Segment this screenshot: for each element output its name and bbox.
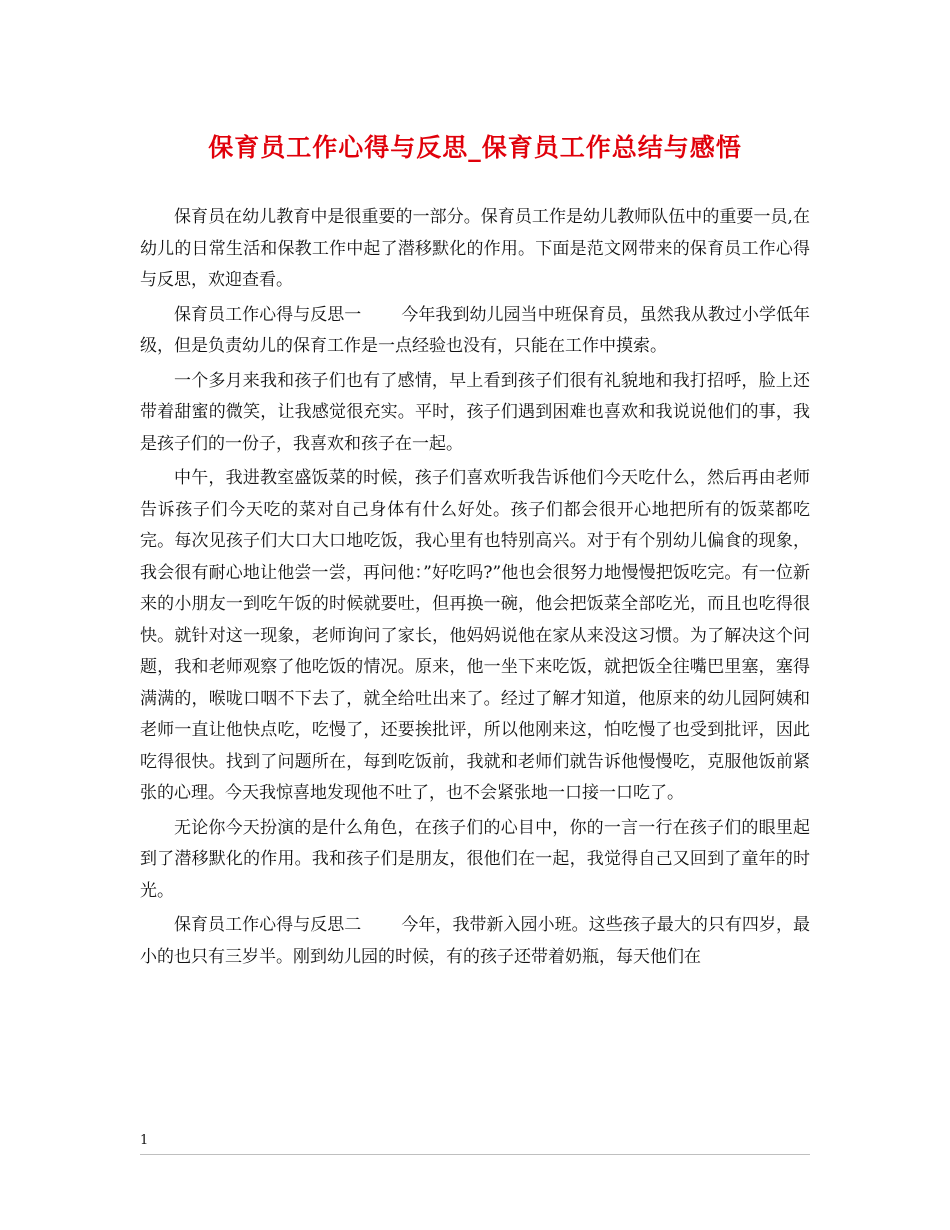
paragraph [140, 813, 810, 908]
paragraph-text: 今年我到幼儿园当中班保育员，虽然我从教过小学低年级，但是负责幼儿的保育工作是一点经验也没有，只能在工作中摸索。 [140, 304, 811, 356]
paragraph [140, 366, 810, 461]
document-body [140, 202, 810, 976]
paragraph [140, 463, 810, 810]
section-heading: 保育员工作心得与反思二 [174, 915, 362, 935]
page-number: 1 [140, 1133, 149, 1148]
paragraph-intro [140, 202, 810, 297]
paragraph-text: 今年，我带新入园小班。这些孩子最大的只有四岁，最小的也只有三岁半。刚到幼儿园的时候，有的孩子还带着奶瓶，每天他们在 [140, 915, 811, 967]
paragraph-section-one [140, 300, 810, 363]
paragraph-text: 无论你今天扮演的是什么角色，在孩子们的心目中，你的一言一行在孩子们的眼里起到了潜移默化的作用。我和孩子们是朋友，很他们在一起，我觉得自己又回到了童年的时光。 [140, 817, 810, 901]
footer-divider [140, 1154, 810, 1155]
paragraph-section-two [140, 910, 810, 973]
paragraph-text: 中午，我进教室盛饭菜的时候，孩子们喜欢听我告诉他们今天吃什么，然后再由老师告诉孩子们今天吃的菜对自己身体有什么好处。孩子们都会很开心地把所有的饭菜都吃完。每次见孩子们大口大口地吃饭，我心里有也特别高兴。对于有个别幼儿偏食的现象，我会很有耐心地让他尝一尝，再问他：”好吃吗?”他也会很努力地慢慢把饭吃完。有一位新来的小朋友一到吃午饭的时候就要吐，但再换一碗，他会把饭菜全部吃光，而且也吃得很快。就针对这一现象，老师询问了家长，他妈妈说他在家从来没这习惯。为了解决这个问题，我和老师观察了他吃饭的情况。原来，他一坐下来吃饭，就把饭全往嘴巴里塞，塞得满满的，喉咙口咽不下去了，就全给吐出来了。经过了解才知道，他原来的幼儿园阿姨和老师一直让他快点吃，吃慢了，还要挨批评，所以他刚来这，怕吃慢了也受到批评，因此吃得很快。找到了问题所在，每到吃饭前，我就和老师们就告诉他慢慢吃，克服他饭前紧张的心理。今天我惊喜地发现他不吐了，也不会紧张地一口接一口吃了。 [140, 468, 810, 803]
section-heading: 保育员工作心得与反思一 [174, 304, 362, 325]
document-title: 保育员工作心得与反思_保育员工作总结与感悟 [208, 133, 742, 162]
paragraph-text: 一个多月来我和孩子们也有了感情，早上看到孩子们很有礼貌地和我打招呼，脸上还带着甜蜜的微笑，让我感觉很充实。平时，孩子们遇到困难也喜欢和我说说他们的事，我是孩子们的一份子，我喜欢和孩子在一起。 [140, 370, 810, 454]
paragraph-text: 保育员在幼儿教育中是很重要的一部分。保育员工作是幼儿教师队伍中的重要一员,在幼儿的日常生活和保教工作中起了潜移默化的作用。下面是范文网带来的保育员工作心得与反思，欢迎查看。 [140, 207, 810, 290]
